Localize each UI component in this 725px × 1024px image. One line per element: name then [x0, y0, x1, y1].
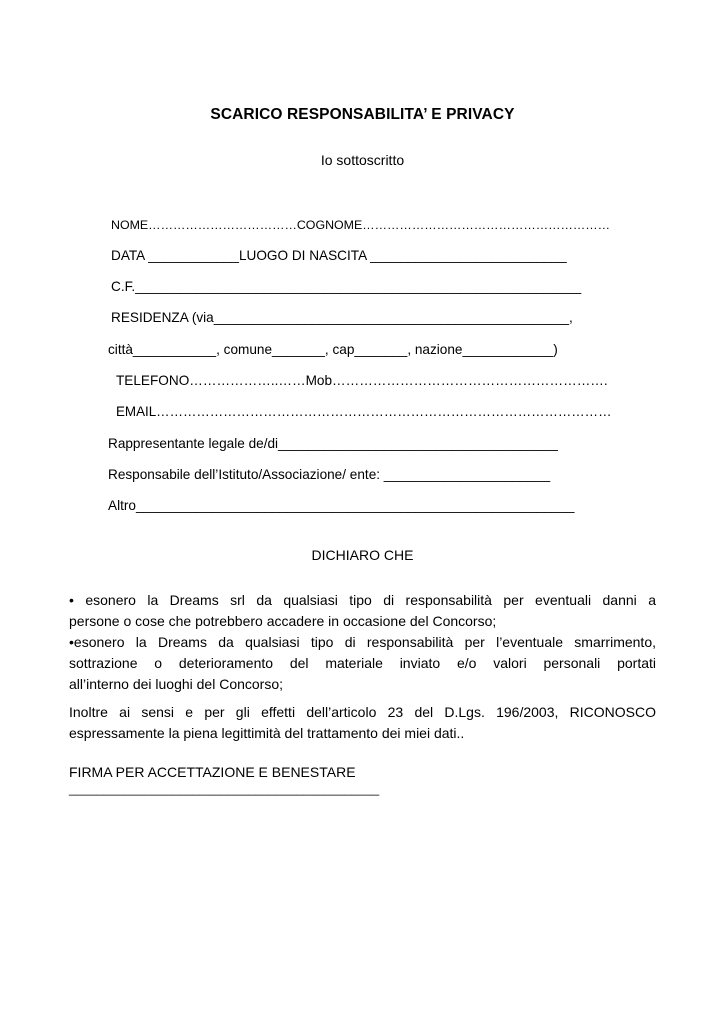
- declaration-bullet-1: [69, 590, 656, 632]
- field-residenza[interactable]: RESIDENZA (via_______________________________________________,: [111, 310, 573, 325]
- bullet-2-line-3: all’interno dei luoghi del Concorso;: [69, 676, 284, 692]
- field-citta-comune-cap-nazione[interactable]: città___________, comune_______, cap_______, nazione____________): [108, 342, 558, 357]
- field-altro[interactable]: Altro__________________________________________________________: [108, 498, 575, 513]
- declaration-bullet-2: [69, 632, 656, 695]
- field-codice-fiscale[interactable]: C.F.___________________________________________________________: [111, 279, 582, 294]
- field-rappresentante-legale[interactable]: Rappresentante legale de/di_____________________________________: [108, 436, 558, 451]
- bullet-2-line-1: •esonero la Dreams da qualsiasi tipo di responsabilità per l’eventuale smarrimento,: [69, 634, 656, 650]
- bullet-1-line-2: persone o cose che potrebbero accadere in occasione del Concorso;: [69, 613, 497, 629]
- field-telefono-mobile[interactable]: TELEFONO………………..……Mob…………………………………………………….: [116, 373, 608, 388]
- privacy-line-1: Inoltre ai sensi e per gli effetti dell’articolo 23 del D.Lgs. 196/2003, RICONOSCO: [69, 704, 656, 720]
- field-data-luogo-nascita[interactable]: DATA ____________LUOGO DI NASCITA __________________________: [111, 248, 567, 263]
- bullet-1-line-1: • esonero la Dreams srl da qualsiasi tipo di responsabilità per eventuali danni a: [69, 592, 656, 608]
- field-nome-cognome[interactable]: NOME………………………………COGNOME……………………………………………………: [111, 218, 611, 232]
- privacy-line-2: espressamente la piena legittimità del trattamento dei miei dati..: [69, 725, 465, 741]
- privacy-paragraph: [69, 702, 656, 744]
- field-email[interactable]: EMAIL…………………………………………………………………………………………: [116, 404, 612, 419]
- bullet-2-line-2: sottrazione o deterioramento del materiale inviato e/o valori personali portati: [69, 655, 656, 671]
- signature-label: FIRMA PER ACCETTAZIONE E BENESTARE: [69, 764, 356, 780]
- declaration-heading: DICHIARO CHE: [311, 547, 414, 563]
- signature-line[interactable]: _____________________________________________: [69, 782, 380, 796]
- intro-text: Io sottoscritto: [320, 152, 405, 168]
- field-responsabile-istituto[interactable]: Responsabile dell’Istituto/Associazione/ ente: ______________________: [108, 467, 551, 482]
- document-title: SCARICO RESPONSABILITA’ E PRIVACY: [210, 106, 515, 123]
